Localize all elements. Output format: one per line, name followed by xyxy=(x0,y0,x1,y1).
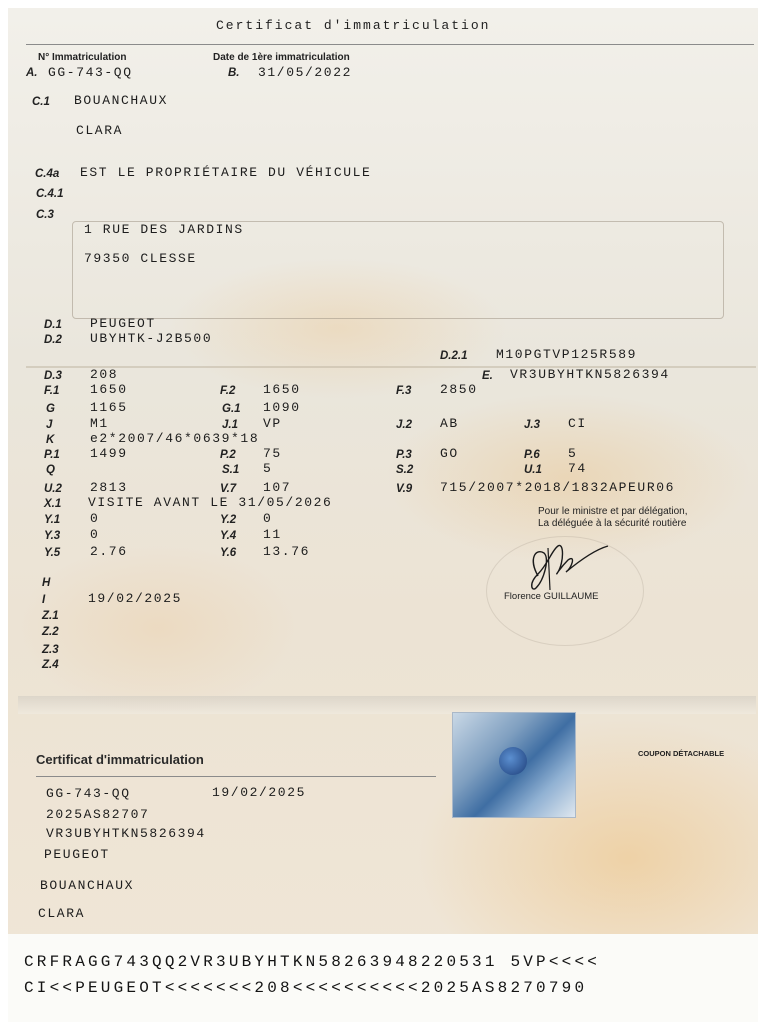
coupon-rule xyxy=(36,776,436,777)
field-p1-value: 1499 xyxy=(90,446,128,461)
field-j3-code: J.3 xyxy=(524,419,540,431)
field-c4a-code: C.4a xyxy=(35,168,60,180)
field-u2-value: 2813 xyxy=(90,480,128,495)
field-p1-code: P.1 xyxy=(44,449,60,461)
owner-status: EST LE PROPRIÉTAIRE DU VÉHICULE xyxy=(80,165,372,180)
field-f3-code: F.3 xyxy=(396,385,412,397)
field-p6-code: P.6 xyxy=(524,449,540,461)
field-y6-value: 13.76 xyxy=(263,544,311,559)
field-p2-code: P.2 xyxy=(220,449,236,461)
mrz-line-1: CRFRAGG743QQ2VR3UBYHTKN58263948220531 5VP<<<< xyxy=(24,953,601,971)
field-s1-value: 5 xyxy=(263,461,273,476)
field-z1-code: Z.1 xyxy=(42,610,59,622)
field-j1-value: VP xyxy=(263,416,282,431)
authority-line-2: La déléguée à la sécurité routière xyxy=(538,518,687,529)
field-d1-code: D.1 xyxy=(44,319,62,331)
field-a-code: A. xyxy=(26,67,38,79)
field-g-value: 1165 xyxy=(90,400,128,415)
vehicle-model: 208 xyxy=(90,367,119,382)
field-s1-code: S.1 xyxy=(222,464,240,476)
field-y6-code: Y.6 xyxy=(220,547,237,559)
field-j2-code: J.2 xyxy=(396,419,412,431)
field-x1-code: X.1 xyxy=(44,498,62,510)
field-f1-value: 1650 xyxy=(90,382,128,397)
field-g-code: G xyxy=(46,403,55,415)
field-f1-code: F.1 xyxy=(44,385,60,397)
field-j2-value: AB xyxy=(440,416,459,431)
field-c3-code: C.3 xyxy=(36,209,54,221)
field-y5-code: Y.5 xyxy=(44,547,61,559)
field-b-label: Date de 1ère immatriculation xyxy=(213,52,350,63)
field-j1-code: J.1 xyxy=(222,419,238,431)
plate-number: GG-743-QQ xyxy=(48,65,133,80)
field-y3-code: Y.3 xyxy=(44,530,61,542)
field-j-value: M1 xyxy=(90,416,109,431)
field-k-value: e2*2007/46*0639*18 xyxy=(90,431,260,446)
field-s2-code: S.2 xyxy=(396,464,414,476)
field-k-code: K xyxy=(46,434,55,446)
coupon-firstname: CLARA xyxy=(38,906,86,921)
signer-name: Florence GUILLAUME xyxy=(504,591,599,602)
owner-surname: BOUANCHAUX xyxy=(74,93,169,108)
field-v9-value: 715/2007*2018/1832APEUR06 xyxy=(440,480,676,495)
inspection-deadline: VISITE AVANT LE 31/05/2026 xyxy=(88,495,333,510)
coupon-vin: VR3UBYHTKN5826394 xyxy=(46,826,206,841)
field-d2-code: D.2 xyxy=(44,334,62,346)
field-f3-value: 2850 xyxy=(440,382,478,397)
field-e-code: E. xyxy=(482,370,493,382)
vehicle-vin: VR3UBYHTKN5826394 xyxy=(510,367,670,382)
registration-certificate xyxy=(8,8,758,1022)
field-y2-value: 0 xyxy=(263,511,273,526)
field-f2-value: 1650 xyxy=(263,382,301,397)
field-v7-value: 107 xyxy=(263,480,292,495)
field-u2-code: U.2 xyxy=(44,483,62,495)
coupon-title: Certificat d'immatriculation xyxy=(36,752,204,767)
field-c41-code: C.4.1 xyxy=(36,188,64,200)
vehicle-type: UBYHTK-J2B500 xyxy=(90,331,213,346)
mrz-line-2: CI<<PEUGEOT<<<<<<<208<<<<<<<<<<2025AS8270790 xyxy=(24,979,588,997)
fold-line xyxy=(18,696,756,714)
globe-icon xyxy=(499,747,527,775)
document-title: Certificat d'immatriculation xyxy=(216,18,491,33)
authority-line-1: Pour le ministre et par délégation, xyxy=(538,506,688,517)
owner-firstname: CLARA xyxy=(76,123,124,138)
field-v9-code: V.9 xyxy=(396,483,413,495)
field-d3-code: D.3 xyxy=(44,370,62,382)
field-h-code: H xyxy=(42,577,51,589)
field-p6-value: 5 xyxy=(568,446,578,461)
certificate-date: 19/02/2025 xyxy=(88,591,183,606)
field-z3-code: Z.3 xyxy=(42,644,59,656)
coupon-brand: PEUGEOT xyxy=(44,847,110,862)
field-g1-code: G.1 xyxy=(222,403,241,415)
field-p2-value: 75 xyxy=(263,446,282,461)
address-line-1: 1 RUE DES JARDINS xyxy=(84,222,244,237)
field-z4-code: Z.4 xyxy=(42,659,59,671)
coupon-number: 2025AS82707 xyxy=(46,807,150,822)
field-p3-code: P.3 xyxy=(396,449,412,461)
title-rule xyxy=(26,44,754,45)
mrz-zone xyxy=(8,934,758,1022)
field-y2-code: Y.2 xyxy=(220,514,237,526)
field-y4-value: 11 xyxy=(263,527,282,542)
field-d21-code: D.2.1 xyxy=(440,350,468,362)
field-y1-code: Y.1 xyxy=(44,514,61,526)
coupon-tag: COUPON DÉTACHABLE xyxy=(638,749,725,758)
field-b-code: B. xyxy=(228,67,240,79)
field-y3-value: 0 xyxy=(90,527,100,542)
address-line-2: 79350 CLESSE xyxy=(84,251,197,266)
first-registration-date: 31/05/2022 xyxy=(258,65,353,80)
field-u1-code: U.1 xyxy=(524,464,542,476)
field-y4-code: Y.4 xyxy=(220,530,237,542)
hologram-stamp xyxy=(452,712,576,818)
field-j-code: J xyxy=(46,419,53,431)
field-f2-code: F.2 xyxy=(220,385,236,397)
coupon-date: 19/02/2025 xyxy=(212,785,307,800)
field-q-code: Q xyxy=(46,464,55,476)
field-y1-value: 0 xyxy=(90,511,100,526)
field-a-label: N° Immatriculation xyxy=(38,52,127,63)
field-u1-value: 74 xyxy=(568,461,587,476)
field-p3-value: GO xyxy=(440,446,459,461)
field-c1-code: C.1 xyxy=(32,96,50,108)
field-v7-code: V.7 xyxy=(220,483,237,495)
field-g1-value: 1090 xyxy=(263,400,301,415)
vehicle-cnit: M10PGTVP125R589 xyxy=(496,347,638,362)
coupon-surname: BOUANCHAUX xyxy=(40,878,135,893)
field-y5-value: 2.76 xyxy=(90,544,128,559)
coupon-plate: GG-743-QQ xyxy=(46,786,131,801)
field-z2-code: Z.2 xyxy=(42,626,59,638)
vehicle-brand: PEUGEOT xyxy=(90,316,156,331)
field-j3-value: CI xyxy=(568,416,587,431)
field-i-code: I xyxy=(42,594,46,606)
